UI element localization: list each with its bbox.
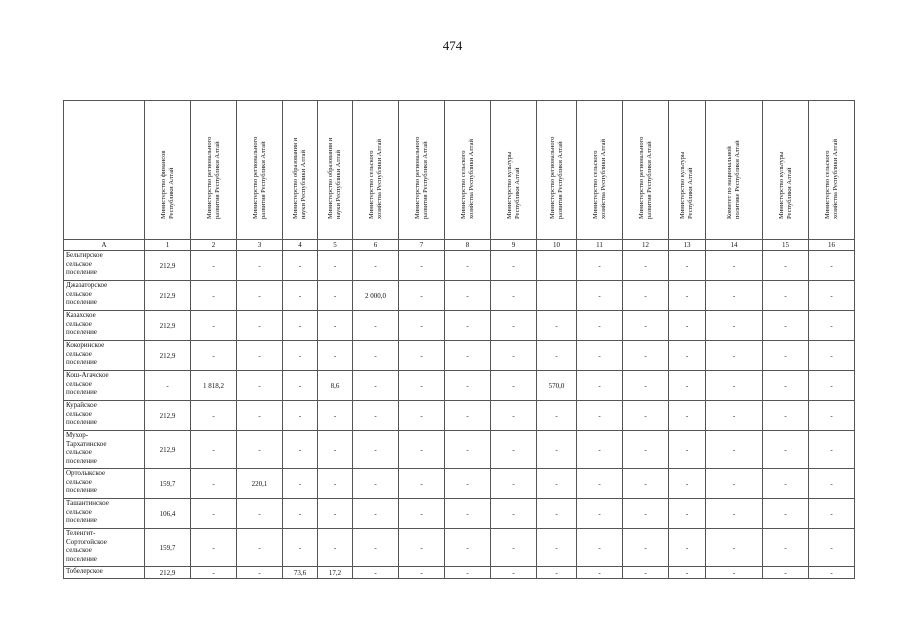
table-cell: - <box>809 281 855 311</box>
table-cell: - <box>353 567 399 579</box>
table-cell: - <box>706 499 763 529</box>
column-header-text: Министерство сельского хозяйства Республики Алтай <box>591 139 607 219</box>
column-header-text: Министерство финансов Республики Алтай <box>159 150 175 219</box>
table-cell: - <box>577 371 623 401</box>
table-cell: 212,9 <box>145 341 191 371</box>
table-cell: - <box>809 371 855 401</box>
column-number: 6 <box>353 240 399 251</box>
table-cell: - <box>669 251 706 281</box>
table-cell: - <box>577 401 623 431</box>
table-cell: - <box>577 281 623 311</box>
table-cell: - <box>763 431 809 469</box>
column-number: 4 <box>283 240 318 251</box>
column-number: 2 <box>191 240 237 251</box>
table-cell: - <box>353 431 399 469</box>
table-cell: - <box>445 529 491 567</box>
table-cell: - <box>809 567 855 579</box>
table-row <box>64 401 855 431</box>
table-row <box>64 567 855 579</box>
table-cell: - <box>809 499 855 529</box>
table-row <box>64 281 855 311</box>
table-cell: - <box>283 469 318 499</box>
table-cell: - <box>445 401 491 431</box>
table-cell: 212,9 <box>145 401 191 431</box>
table-cell: - <box>191 341 237 371</box>
column-number: 11 <box>577 240 623 251</box>
table-cell: - <box>623 371 669 401</box>
table-cell: - <box>763 281 809 311</box>
table-cell: - <box>669 281 706 311</box>
column-header-text: Комитет по национальной политике Республики Алтай <box>726 140 741 219</box>
column-header-10 <box>537 101 577 240</box>
table-cell: - <box>191 469 237 499</box>
table-cell: - <box>491 499 537 529</box>
column-number: 12 <box>623 240 669 251</box>
column-header-4 <box>283 101 318 240</box>
table-cell: - <box>577 469 623 499</box>
table-cell: - <box>283 401 318 431</box>
table-cell: 159,7 <box>145 529 191 567</box>
table-cell: - <box>491 401 537 431</box>
table-cell: - <box>237 251 283 281</box>
table-cell: - <box>237 529 283 567</box>
table-cell: 73,6 <box>283 567 318 579</box>
table-cell: - <box>706 431 763 469</box>
table-cell: - <box>399 499 445 529</box>
table-cell: - <box>445 499 491 529</box>
table-cell <box>537 281 577 311</box>
column-number-row <box>64 240 855 251</box>
table-cell: - <box>191 567 237 579</box>
table-cell: - <box>623 529 669 567</box>
table-cell: - <box>763 401 809 431</box>
table-cell: - <box>191 311 237 341</box>
table-cell: - <box>283 311 318 341</box>
table-cell: - <box>809 529 855 567</box>
table-cell: - <box>669 401 706 431</box>
table-cell: - <box>763 341 809 371</box>
header-corner <box>64 101 145 240</box>
settlement-name: Бельтирское сельское поселение <box>64 251 145 281</box>
table-cell: - <box>669 499 706 529</box>
table-cell: - <box>445 251 491 281</box>
table-cell: - <box>809 401 855 431</box>
settlement-name: Кокоринское сельское поселение <box>64 341 145 371</box>
column-number: 14 <box>706 240 763 251</box>
table-cell: - <box>763 371 809 401</box>
table-cell: - <box>809 251 855 281</box>
table-cell: - <box>669 431 706 469</box>
table-cell: - <box>237 311 283 341</box>
table-cell: - <box>237 567 283 579</box>
table-cell: - <box>318 341 353 371</box>
table-cell: - <box>399 281 445 311</box>
column-number: 16 <box>809 240 855 251</box>
table-cell: - <box>669 529 706 567</box>
table-cell: - <box>445 371 491 401</box>
table-cell: - <box>191 251 237 281</box>
table-cell: - <box>623 567 669 579</box>
table-cell: 2 000,0 <box>353 281 399 311</box>
table-cell: - <box>353 499 399 529</box>
column-header-5 <box>318 101 353 240</box>
table-cell: - <box>809 341 855 371</box>
table-cell: - <box>318 281 353 311</box>
header-row <box>64 101 855 240</box>
table-cell: - <box>809 469 855 499</box>
table-cell: - <box>763 529 809 567</box>
table-cell: - <box>237 341 283 371</box>
table-row <box>64 469 855 499</box>
column-header-text: Министерство образования и науки Республики Алтай <box>292 137 307 219</box>
table-cell: - <box>706 251 763 281</box>
table-cell: 212,9 <box>145 281 191 311</box>
table-cell: - <box>399 469 445 499</box>
table-cell: - <box>353 401 399 431</box>
table-cell: - <box>809 311 855 341</box>
table-cell: - <box>491 567 537 579</box>
table-cell: - <box>763 251 809 281</box>
table-cell: - <box>353 469 399 499</box>
table-cell: - <box>763 499 809 529</box>
table-cell: - <box>318 431 353 469</box>
table-cell <box>537 251 577 281</box>
table-cell: 1 818,2 <box>191 371 237 401</box>
table-cell: 212,9 <box>145 251 191 281</box>
table-cell: - <box>399 529 445 567</box>
column-header-13 <box>669 101 706 240</box>
table-cell: - <box>283 529 318 567</box>
table-cell: - <box>623 341 669 371</box>
column-header-text: Министерство образования и науки Республики Алтай <box>327 137 342 219</box>
table-cell: - <box>445 469 491 499</box>
column-header-15 <box>763 101 809 240</box>
column-header-8 <box>445 101 491 240</box>
table-cell: - <box>445 431 491 469</box>
table-cell: - <box>318 401 353 431</box>
table-cell: - <box>353 251 399 281</box>
table-cell: - <box>191 529 237 567</box>
table-cell: - <box>237 281 283 311</box>
table-cell: - <box>623 401 669 431</box>
table-cell: - <box>623 281 669 311</box>
table-cell: - <box>445 567 491 579</box>
table-cell: - <box>537 341 577 371</box>
table-cell: - <box>537 431 577 469</box>
column-header-11 <box>577 101 623 240</box>
table-cell: 212,9 <box>145 431 191 469</box>
budget-table <box>63 100 855 579</box>
table-cell: - <box>399 311 445 341</box>
table-cell: 159,7 <box>145 469 191 499</box>
table-cell: - <box>318 529 353 567</box>
table-body <box>64 251 855 579</box>
column-number: 13 <box>669 240 706 251</box>
table-cell: - <box>537 469 577 499</box>
table-row <box>64 499 855 529</box>
table-cell: - <box>237 499 283 529</box>
table-cell: - <box>577 341 623 371</box>
table-cell: - <box>491 529 537 567</box>
table-cell: - <box>145 371 191 401</box>
table-cell: - <box>191 281 237 311</box>
table-cell: - <box>706 529 763 567</box>
table-cell: - <box>537 567 577 579</box>
table-cell: - <box>491 341 537 371</box>
column-number: 8 <box>445 240 491 251</box>
column-header-text: Министерство культуры Республики Алтай <box>777 151 793 219</box>
table-cell: - <box>491 469 537 499</box>
column-header-14 <box>706 101 763 240</box>
table-cell: - <box>399 401 445 431</box>
settlement-name: Теленгит- Сортогойское сельское поселение <box>64 529 145 567</box>
table-cell: - <box>237 401 283 431</box>
table-cell: - <box>191 401 237 431</box>
table-cell: 8,6 <box>318 371 353 401</box>
table-cell: 106,4 <box>145 499 191 529</box>
table-cell: - <box>669 311 706 341</box>
column-number: 3 <box>237 240 283 251</box>
table-cell: - <box>445 311 491 341</box>
column-header-text: Министерство сельского хозяйства Республики Алтай <box>459 139 475 219</box>
table-cell: 220,1 <box>237 469 283 499</box>
table-cell: - <box>577 251 623 281</box>
table-cell: - <box>353 341 399 371</box>
column-number: 1 <box>145 240 191 251</box>
table-cell: - <box>763 469 809 499</box>
column-header-16 <box>809 101 855 240</box>
table-cell: - <box>623 431 669 469</box>
table-cell: - <box>669 567 706 579</box>
column-header-3 <box>237 101 283 240</box>
settlement-name: Ортолыкское сельское поселение <box>64 469 145 499</box>
table-cell: - <box>706 311 763 341</box>
table-cell: - <box>577 311 623 341</box>
table-cell: - <box>577 567 623 579</box>
column-header-text: Министерство регионального развития Республики Алтай <box>251 136 267 219</box>
table-row <box>64 431 855 469</box>
table-cell: - <box>318 251 353 281</box>
column-number: 15 <box>763 240 809 251</box>
table-cell: - <box>491 371 537 401</box>
table-cell: - <box>669 341 706 371</box>
column-header-text: Министерство культуры Республики Алтай <box>679 151 694 219</box>
table-cell: - <box>577 499 623 529</box>
table-cell: - <box>237 431 283 469</box>
column-header-text: Министерство культуры Республики Алтай <box>505 151 521 219</box>
table-cell: - <box>491 281 537 311</box>
table-cell: - <box>706 401 763 431</box>
table-cell: - <box>237 371 283 401</box>
table-cell: - <box>706 567 763 579</box>
table-cell: - <box>191 499 237 529</box>
table-cell: - <box>809 431 855 469</box>
settlement-name: Курайское сельское поселение <box>64 401 145 431</box>
column-header-2 <box>191 101 237 240</box>
table-cell: - <box>318 311 353 341</box>
settlement-name: Кош-Агачское сельское поселение <box>64 371 145 401</box>
table-cell: - <box>445 341 491 371</box>
table-cell: - <box>318 469 353 499</box>
table-cell: - <box>537 401 577 431</box>
table-cell: - <box>537 529 577 567</box>
table-cell: - <box>669 371 706 401</box>
column-number: А <box>64 240 145 251</box>
column-number: 10 <box>537 240 577 251</box>
table-cell: - <box>283 251 318 281</box>
page-number: 474 <box>442 38 463 53</box>
column-header-text: Министерство регионального развития Республики Алтай <box>548 136 564 219</box>
column-header-7 <box>399 101 445 240</box>
table-cell: - <box>706 469 763 499</box>
column-header-9 <box>491 101 537 240</box>
column-header-text: Министерство регионального развития Республики Алтай <box>413 136 429 219</box>
table-cell: - <box>577 529 623 567</box>
settlement-name: Мухор- Тархатинское сельское поселение <box>64 431 145 469</box>
table-cell: - <box>445 281 491 311</box>
column-header-text: Министерство сельского хозяйства Республики Алтай <box>367 139 383 219</box>
table-cell: - <box>283 281 318 311</box>
table-cell: - <box>537 499 577 529</box>
settlement-name: Тобелерское <box>64 567 145 579</box>
table-cell: - <box>623 499 669 529</box>
table-cell: - <box>399 431 445 469</box>
table-row <box>64 529 855 567</box>
table-cell: - <box>706 371 763 401</box>
table-cell: - <box>283 341 318 371</box>
table-cell: - <box>491 251 537 281</box>
column-header-6 <box>353 101 399 240</box>
table-cell: 212,9 <box>145 567 191 579</box>
table-cell: - <box>623 251 669 281</box>
table-row <box>64 341 855 371</box>
table-cell: - <box>283 431 318 469</box>
table-cell: - <box>399 251 445 281</box>
table-cell: 212,9 <box>145 311 191 341</box>
table-cell: - <box>623 311 669 341</box>
settlement-name: Джазаторское сельское поселение <box>64 281 145 311</box>
table-cell: - <box>353 311 399 341</box>
table-row <box>64 311 855 341</box>
column-header-text: Министерство сельского хозяйства Республики Алтай <box>823 139 839 219</box>
table-cell: 17,2 <box>318 567 353 579</box>
table-cell: - <box>706 341 763 371</box>
table-cell: - <box>318 499 353 529</box>
settlement-name: Ташантинское сельское поселение <box>64 499 145 529</box>
settlement-name: Казахское сельское поселение <box>64 311 145 341</box>
table-cell: - <box>491 311 537 341</box>
table-cell: - <box>399 341 445 371</box>
table-cell: 570,0 <box>537 371 577 401</box>
table-cell: - <box>491 431 537 469</box>
table-cell: - <box>669 469 706 499</box>
table-cell: - <box>577 431 623 469</box>
table-row <box>64 251 855 281</box>
table-cell: - <box>763 567 809 579</box>
table-cell: - <box>353 529 399 567</box>
column-header-text: Министерство регионального развития Республики Алтай <box>205 136 221 219</box>
column-number: 9 <box>491 240 537 251</box>
table-cell: - <box>191 431 237 469</box>
table-cell: - <box>399 567 445 579</box>
column-header-1 <box>145 101 191 240</box>
table-cell: - <box>763 311 809 341</box>
table-cell: - <box>623 469 669 499</box>
column-header-text: Министерство регионального развития Республики Алтай <box>637 136 653 219</box>
table-cell: - <box>283 371 318 401</box>
column-number: 7 <box>399 240 445 251</box>
column-header-12 <box>623 101 669 240</box>
table-row <box>64 371 855 401</box>
column-number: 5 <box>318 240 353 251</box>
table-cell: - <box>399 371 445 401</box>
table-cell: - <box>353 371 399 401</box>
table-cell: - <box>537 311 577 341</box>
table-cell: - <box>706 281 763 311</box>
table-cell: - <box>283 499 318 529</box>
